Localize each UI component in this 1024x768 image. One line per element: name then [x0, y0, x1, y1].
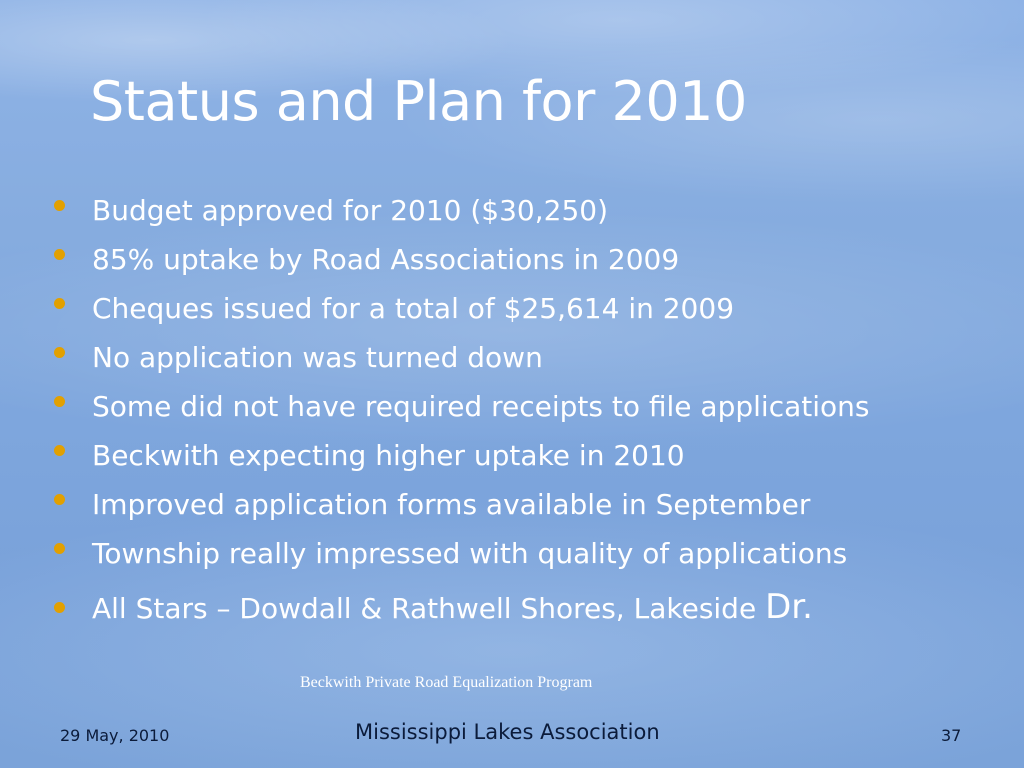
round-bullet-icon — [54, 396, 65, 407]
round-bullet-icon — [54, 445, 65, 456]
program-caption: Beckwith Private Road Equalization Program — [300, 674, 593, 691]
bullet-text: Township really impressed with quality of applications — [92, 537, 848, 570]
bullet-item — [50, 284, 827, 333]
footer-organization: Mississippi Lakes Association — [355, 720, 660, 744]
bullet-text-main: All Stars – Dowdall & Rathwell Shores, Lakeside — [92, 592, 766, 625]
bullet-text: Cheques issued for a total of $25,614 in 2009 — [92, 292, 735, 325]
round-bullet-icon — [54, 602, 65, 613]
bullet-text: Improved application forms available in September — [92, 488, 811, 521]
bullet-item — [50, 529, 848, 578]
slide-number: 37 — [941, 726, 962, 745]
slide-title: Status and Plan for 2010 — [90, 70, 747, 133]
bullet-item — [50, 480, 827, 529]
bullet-list — [50, 186, 870, 636]
bullet-item — [50, 578, 827, 636]
bullet-text — [92, 587, 813, 627]
round-bullet-icon — [54, 249, 65, 260]
bullet-text: Budget approved for 2010 ($30,250) — [92, 194, 609, 227]
bullet-text-emphasis: Dr. — [765, 587, 813, 627]
bullet-text: No application was turned down — [92, 341, 543, 374]
bullet-text: 85% uptake by Road Associations in 2009 — [92, 243, 680, 276]
bullet-item — [50, 382, 870, 431]
footer-date: 29 May, 2010 — [60, 726, 170, 745]
round-bullet-icon — [54, 347, 65, 358]
bullet-item — [50, 431, 827, 480]
bullet-text: Some did not have required receipts to file applications — [92, 390, 870, 423]
bullet-text: Beckwith expecting higher uptake in 2010 — [92, 439, 685, 472]
round-bullet-icon — [54, 543, 65, 554]
round-bullet-icon — [54, 494, 65, 505]
round-bullet-icon — [54, 298, 65, 309]
bullet-item — [50, 333, 827, 382]
bullet-item — [50, 186, 827, 235]
bullet-item — [50, 235, 827, 284]
round-bullet-icon — [54, 200, 65, 211]
